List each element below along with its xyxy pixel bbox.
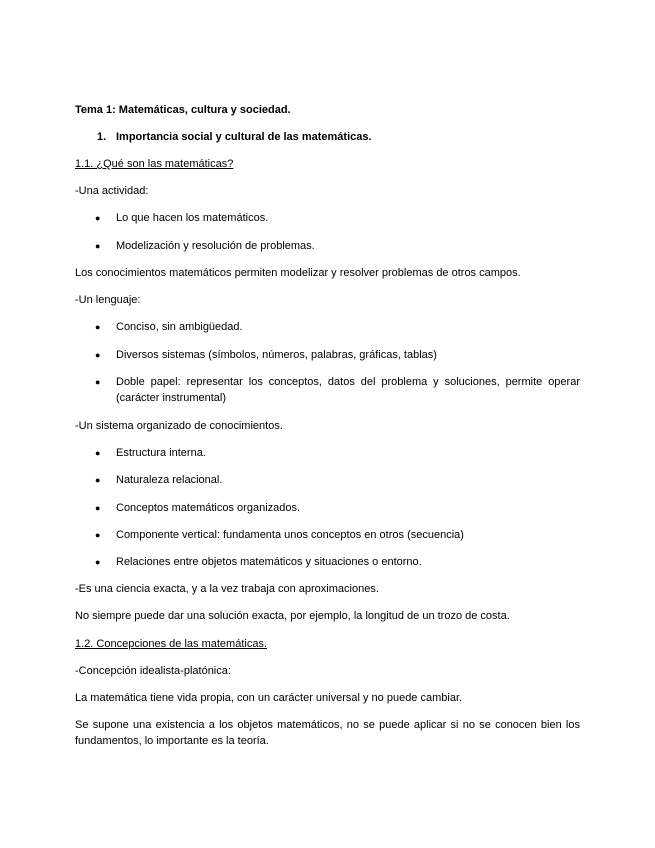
list-item: Estructura interna. xyxy=(116,447,206,459)
bullet-icon: ● xyxy=(95,350,101,360)
paragraph: Los conocimientos matemáticos permiten modelizar y resolver problemas de otros campos. xyxy=(75,267,521,279)
subsection-heading-1-1: 1.1. ¿Qué son las matemáticas? xyxy=(75,158,234,170)
bullet-icon: ● xyxy=(95,475,101,485)
list-item: Conceptos matemáticos organizados. xyxy=(116,502,301,514)
sistema-label: -Un sistema organizado de conocimientos. xyxy=(75,420,283,432)
bullet-icon: ● xyxy=(95,448,101,458)
paragraph: Se supone una existencia a los objetos matemáticos, no se puede aplicar si no se conocen bien los fundamentos, lo importante es la teoría. xyxy=(75,719,580,747)
section-number: 1. xyxy=(97,131,107,143)
list-item: Diversos sistemas (símbolos, números, palabras, gráficas, tablas) xyxy=(116,349,437,361)
document-title: Tema 1: Matemáticas, cultura y sociedad. xyxy=(75,104,291,116)
actividad-label: -Una actividad: xyxy=(75,185,149,197)
lenguaje-label: -Un lenguaje: xyxy=(75,294,141,306)
section-heading: Importancia social y cultural de las matemáticas. xyxy=(116,131,372,143)
subsection-heading-1-2: 1.2. Concepciones de las matemáticas. xyxy=(75,638,267,650)
list-item: Lo que hacen los matemáticos. xyxy=(116,212,269,224)
bullet-icon: ● xyxy=(95,557,101,567)
bullet-icon: ● xyxy=(95,377,101,387)
paragraph: -Es una ciencia exacta, y a la vez trabaja con aproximaciones. xyxy=(75,583,379,595)
list-item: Relaciones entre objetos matemáticos y situaciones o entorno. xyxy=(116,556,422,568)
list-item: Naturaleza relacional. xyxy=(116,474,223,486)
bullet-icon: ● xyxy=(95,241,101,251)
bullet-icon: ● xyxy=(95,503,101,513)
list-item: Conciso, sin ambigüedad. xyxy=(116,321,243,333)
concepcion-label: -Concepción idealista-platónica: xyxy=(75,665,231,677)
list-item: Doble papel: representar los conceptos, datos del problema y soluciones, permite operar (carácter instrumental) xyxy=(116,376,580,404)
bullet-icon: ● xyxy=(95,530,101,540)
paragraph: No siempre puede dar una solución exacta, por ejemplo, la longitud de un trozo de costa. xyxy=(75,610,510,622)
paragraph: La matemática tiene vida propia, con un carácter universal y no puede cambiar. xyxy=(75,692,463,704)
list-item: Modelización y resolución de problemas. xyxy=(116,240,315,252)
list-item: Componente vertical: fundamenta unos conceptos en otros (secuencia) xyxy=(116,529,464,541)
bullet-icon: ● xyxy=(95,213,101,223)
bullet-icon: ● xyxy=(95,322,101,332)
